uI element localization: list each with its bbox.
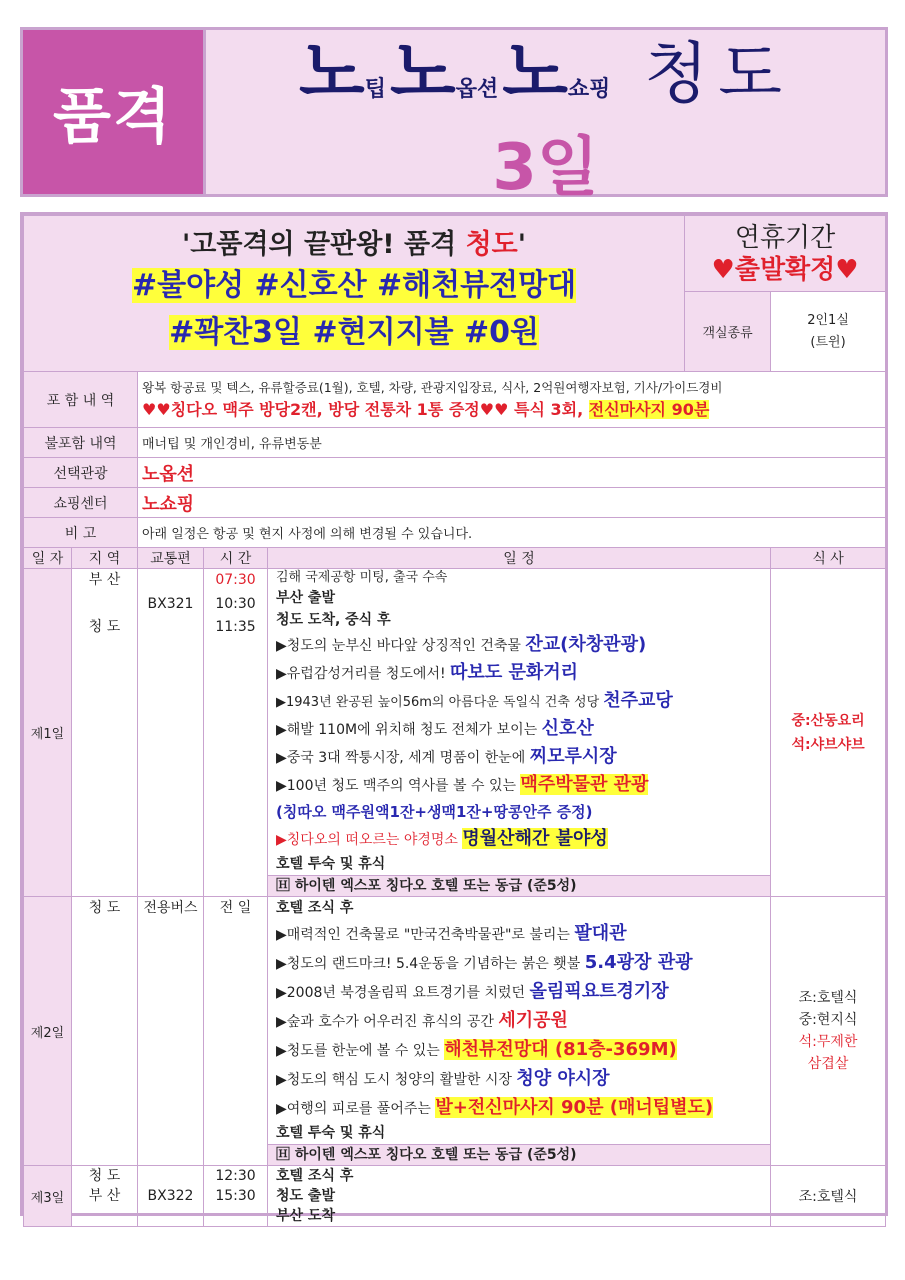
- option-label: 선택관광: [24, 458, 138, 488]
- day3-schedule: 호텔 조식 후 청도 출발 부산 도착: [268, 1166, 771, 1227]
- note-content: 아래 일정은 항공 및 현지 사정에 의해 변경될 수 있습니다.: [138, 518, 886, 548]
- day3-row: [24, 1166, 886, 1227]
- day1-transport: BX321: [138, 569, 204, 897]
- grade-badge: 품격: [23, 30, 206, 194]
- exclude-content: 매너팁 및 개인경비, 유류변동분: [138, 428, 886, 458]
- shop-label: 쇼핑센터: [24, 488, 138, 518]
- title-shopping: 쇼핑: [567, 77, 611, 102]
- day1-meals: 중:산동요리 석:샤브샤브: [771, 569, 886, 897]
- day1-schedule: 김해 국제공항 미팅, 출국 수속 부산 출발 청도 도착, 중식 후 ▶청도의 눈부신 바다앞 상징적인 건축물 잔교(차창관광) ▶유럽감성거리를 청도에서! 따보도 문화거리 ▶1943년 완공된 높이56m의 아름다운 독일식 건축 성당 천주교당 ▶해발 110M에 위치해 청도 전체가 보이는 신호산 ▶중국 3대 짝퉁시장, 세계 명품이 한눈에 찌모루시장 ▶100년 청도 맥주의 역사를 볼 수 있는 맥주박물관 관광 (칭따오 맥주원액1잔+생맥1잔+땅콩안주 증정) ▶칭다오의 떠오르는 야경명소 명월산해간 불야성 호텔 투숙 및 휴식 🄷 하이텐 엑스포 칭다오 호텔 또는 동급 (준5성): [268, 569, 771, 897]
- day2-meals: 조:호텔식 중:현지식 석:무제한 삼겹살: [771, 897, 886, 1166]
- col-meals: 식 사: [771, 548, 886, 569]
- day1-times: 07:30 10:30 11:35: [204, 569, 268, 897]
- include-line-2: ♥♥칭다오 맥주 방당2캔, 방당 전통차 1통 증정♥♥ 특식 3회, 전신마사지 90분: [142, 399, 710, 419]
- title-days: 3일: [492, 131, 599, 205]
- col-time: 시 간: [204, 548, 268, 569]
- day1-area: 부 산 청 도: [72, 569, 138, 897]
- day2-label: 제2일: [24, 897, 72, 1166]
- include-label: 포 함 내 역: [24, 372, 138, 428]
- departure-confirmed: ♥출발확정♥: [711, 254, 859, 285]
- day1-row: [24, 569, 886, 897]
- hashtags-1: #불야성 #신호산 #해천뷰전망대: [132, 267, 577, 303]
- day2-row: [24, 897, 886, 1166]
- room-value: 2인1실 (트윈): [771, 292, 886, 372]
- title-no-3: 노: [502, 34, 568, 113]
- title-no-1: 노: [299, 34, 365, 113]
- day2-schedule: 호텔 조식 후 ▶매력적인 건축물로 "만국건축박물관"로 불리는 팔대관 ▶청도의 랜드마크! 5.4운동을 기념하는 붉은 횃불 5.4광장 관광 ▶2008년 북경올림픽 요트경기를 치렀던 올림픽요트경기장 ▶숲과 호수가 어우러진 휴식의 공간 세기공원 ▶청도를 한눈에 볼 수 있는 해천뷰전망대 (81층-369M) ▶청도의 핵심 도시 청양의 활발한 시장 청양 야시장 ▶여행의 피로를 풀어주는 발+전신마사지 90분 (매너팁별도) 호텔 투숙 및 휴식 🄷 하이텐 엑스포 칭다오 호텔 또는 동급 (준5성): [268, 897, 771, 1166]
- period-box: [685, 216, 886, 292]
- note-label: 비 고: [24, 518, 138, 548]
- option-content: 노옵션: [138, 458, 886, 488]
- day3-transport: BX322: [138, 1166, 204, 1227]
- day3-meals: 조:호텔식: [771, 1166, 886, 1227]
- day3-times: 12:30 15:30: [204, 1166, 268, 1227]
- include-line-1: 왕복 항공료 및 텍스, 유류할증료(1월), 호텔, 차량, 관광지입장료, 식사, 2억원여행자보험, 기사/가이드경비: [142, 379, 723, 395]
- day1-hotel: 🄷 하이텐 엑스포 칭다오 호텔 또는 동급 (준5성): [268, 875, 770, 896]
- title-banner: [20, 27, 888, 205]
- title-tip: 팁: [364, 77, 386, 102]
- tour-title: [206, 30, 885, 205]
- period-label: 연휴기간: [734, 222, 836, 253]
- col-schedule: 일 정: [268, 548, 771, 569]
- schedule-header: [24, 548, 886, 569]
- day3-area: 청 도 부 산: [72, 1166, 138, 1227]
- day1-label: 제1일: [24, 569, 72, 897]
- day2-transport: 전용버스: [138, 897, 204, 1166]
- headline-box: [24, 216, 685, 372]
- day2-area: 청 도: [72, 897, 138, 1166]
- exclude-label: 불포함 내역: [24, 428, 138, 458]
- day2-hotel: 🄷 하이텐 엑스포 칭다오 호텔 또는 동급 (준5성): [268, 1144, 770, 1165]
- include-content: [138, 372, 886, 428]
- title-city: 청도: [644, 35, 792, 112]
- title-option: 옵션: [455, 77, 499, 102]
- headline: '고품격의 끝판왕! 품격 청도': [182, 228, 527, 260]
- title-no-2: 노: [390, 34, 456, 113]
- day3-label: 제3일: [24, 1166, 72, 1227]
- col-date: 일 자: [24, 548, 72, 569]
- shop-content: 노쇼핑: [138, 488, 886, 518]
- day2-time: 전 일: [204, 897, 268, 1166]
- room-label: 객실종류: [685, 292, 771, 372]
- col-area: 지 역: [72, 548, 138, 569]
- hashtags-2: #꽉찬3일 #현지지불 #0원: [169, 314, 539, 350]
- col-transport: 교통편: [138, 548, 204, 569]
- itinerary-sheet: [20, 212, 888, 1224]
